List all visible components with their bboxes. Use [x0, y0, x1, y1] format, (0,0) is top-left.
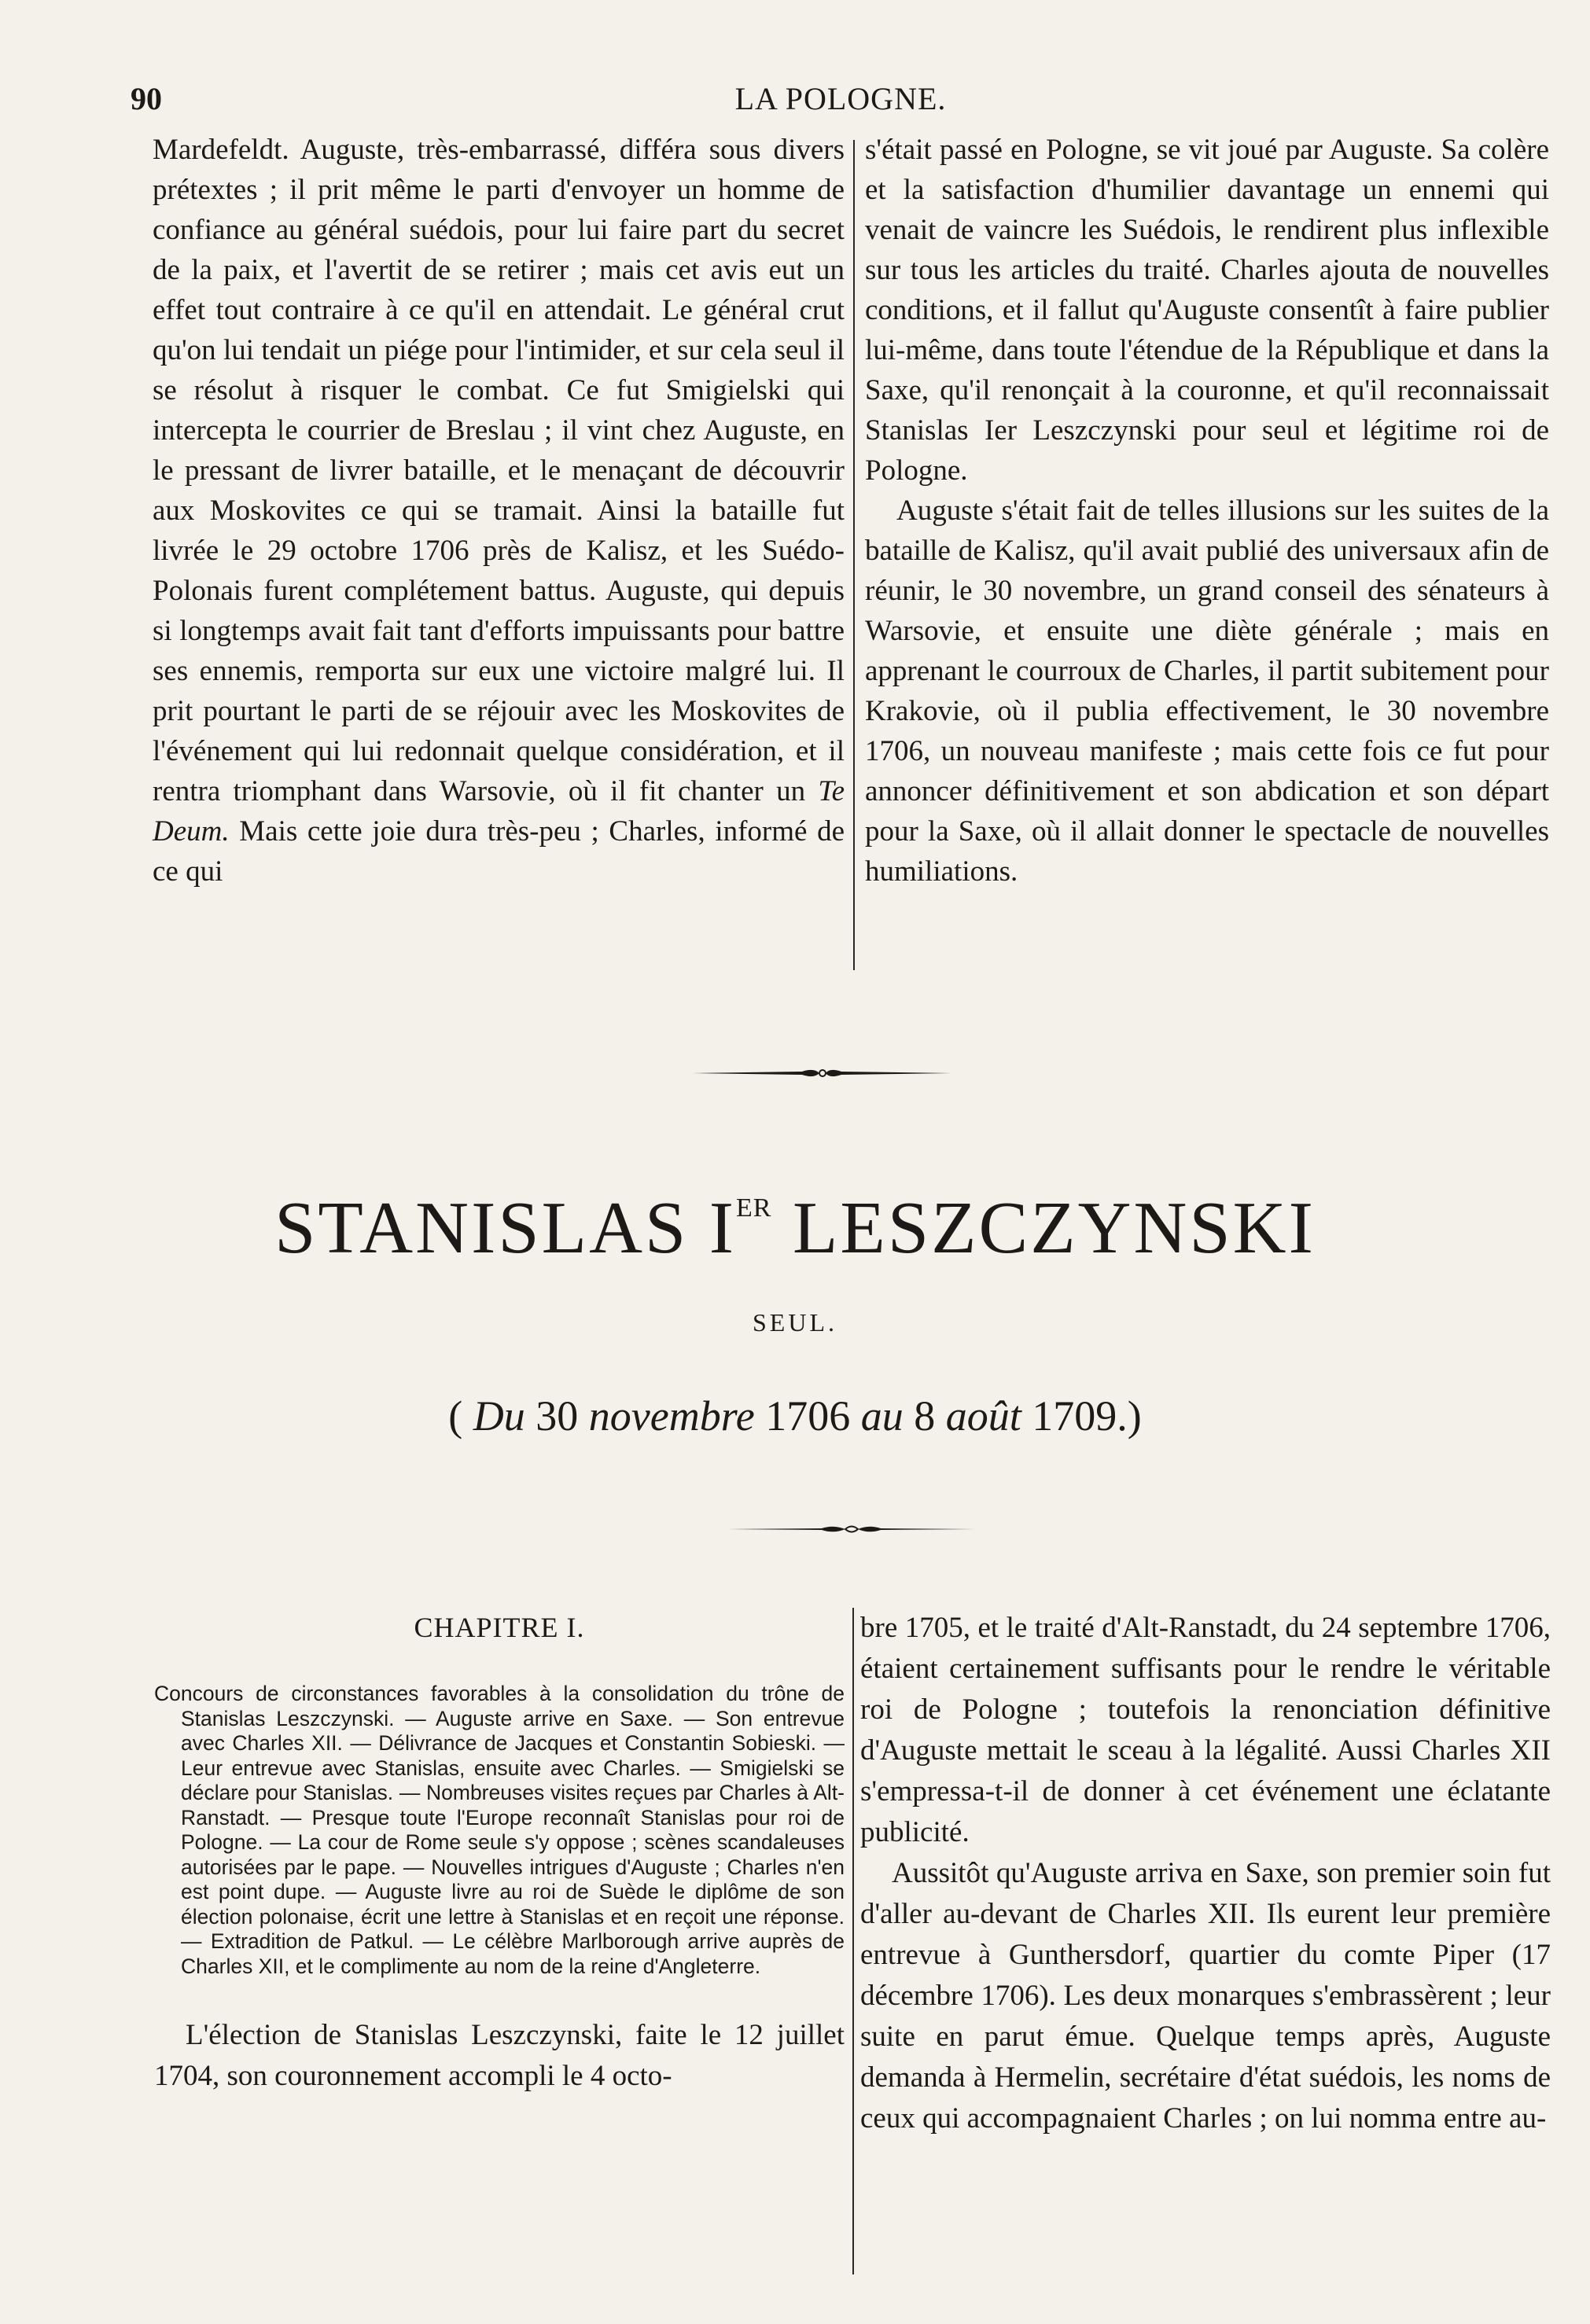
date-part: août	[945, 1392, 1021, 1440]
chapter-heading: CHAPITRE I.	[414, 1612, 585, 1643]
title-superscript: ER	[736, 1193, 772, 1223]
date-part: (	[448, 1392, 473, 1440]
reign-dates	[0, 1392, 1590, 1440]
section-title	[0, 1165, 1590, 1271]
paragraph: s'était passé en Pologne, se vit joué par Auguste. Sa colère et la satisfaction d'humilier davantage un ennemi qui venait de vaincre les Suédois, le rendirent plus inflexible sur tous les articles du traité. Charles ajouta de nouvelles conditions, et il fallut qu'Auguste consentît à faire publier lui-même, dans toute l'étendue de la République et dans la Saxe, qu'il renonçait à la couronne, et qu'il reconnaissait Stanislas Ier Leszczynski pour seul et légitime roi de Pologne.	[865, 134, 1549, 487]
title-text: LESZCZYNSKI	[771, 1187, 1316, 1269]
paragraph-text: Mais cette joie dura très-peu ; Charles, informé de ce qui	[153, 815, 845, 888]
paragraph-text: Mardefeldt. Auguste, très-embarrassé, différa sous divers prétextes ; il prit même le parti d'envoyer un homme de confiance au général suédois, pour lui faire part du secret de la paix, et l'avertit de se retirer ; mais cet avis eut un effet tout contraire à ce qu'il en attendait. Le général crut qu'on lui tendait un piége pour l'intimider, et sur cela seul il se résolut à risquer le combat. Ce fut Smigielski qui intercepta le courrier de Breslau ; il vint chez Auguste, en le pressant de livrer bataille, et le menaçant de découvrir aux Moskovites ce qui se tramait. Ainsi la bataille fut livrée le 29 octobre 1706 près de Kalisz, et les Suédo-Polonais furent complétement battus. Auguste, qui depuis si longtemps avait fait tant d'efforts impuissants pour battre ses ennemis, remporta sur eux une victoire malgré lui. Il prit pourtant le parti de se réjouir avec les Moskovites de l'événement qui lui redonnait quelque considération, et il rentra triomphant dans Warsovie, où il fit chanter un	[153, 134, 845, 807]
paragraph	[153, 130, 845, 892]
ornamental-rule-icon	[727, 1521, 975, 1538]
chapter-summary: Concours de circonstances favorables à la consolidation du trône de Stanislas Leszczynski. — Auguste arrive en Saxe. — Son entrevue avec Charles XII. — Délivrance de Jacques et Constantin Sobieski. — Leur entrevue avec Stanislas, ensuite avec Charles. — Smigielski se déclare pour Stanislas. — Nombreuses visites reçues par Charles à Alt-Ranstadt. — Presque toute l'Europe reconnaît Stanislas pour roi de Pologne. — La cour de Rome seule s'y oppose ; scènes scandaleuses autorisées par le pape. — Nouvelles intrigues d'Auguste ; Charles n'en est point dupe. — Auguste livre au roi de Suède le diplôme de son élection polonaise, écrit une lettre à Stanislas et en reçoit une réponse. — Extradition de Patkul. — Le célèbre Marlborough arrive auprès de Charles XII, et le complimente au nom de la reine d'Angleterre.	[154, 1682, 845, 1978]
paragraph: L'élection de Stanislas Leszczynski, faite le 12 juillet 1704, son couronnement accompli le 4 octo-	[154, 2019, 845, 2092]
date-part: 1706	[754, 1392, 861, 1440]
date-part: 30	[524, 1392, 589, 1440]
emphasis-text: Te Deum.	[153, 775, 845, 848]
date-part: novembre	[588, 1392, 755, 1440]
date-part: Du	[473, 1392, 525, 1440]
column-divider	[853, 140, 855, 970]
running-head	[131, 80, 1551, 127]
top-right-column	[865, 130, 1549, 979]
ornamental-rule-icon	[692, 1063, 951, 1083]
title-text: STANISLAS I	[274, 1187, 737, 1269]
section-subtitle: SEUL.	[753, 1308, 837, 1337]
column-divider	[852, 1608, 854, 2274]
paragraph: Aussitôt qu'Auguste arriva en Saxe, son premier soin fut d'aller au-devant de Charles XII. Ils eurent leur première entrevue à Gunthersdorf, quartier du comte Piper (17 décembre 1706). Les deux monarques s'embrassèrent ; leur suite en parut émue. Quelque temps après, Auguste demanda à Hermelin, secrétaire d'état suédois, les noms de ceux qui accompagnaient Charles ; on lui nomma entre au-	[860, 1857, 1551, 2135]
paragraph: bre 1705, et le traité d'Alt-Ranstadt, du 24 septembre 1706, étaient certainement suffisants pour le rendre le véritable roi de Pologne ; toutefois la renonciation définitive d'Auguste mettait le sceau à la légalité. Aussi Charles XII s'empressa-t-il de donner à cet événement une éclatante publicité.	[860, 1612, 1551, 1848]
top-left-column	[153, 130, 845, 979]
bottom-left-column	[154, 1608, 845, 2292]
running-title: LA POLOGNE.	[734, 81, 947, 116]
bottom-right-column	[860, 1608, 1551, 2292]
page-number: 90	[131, 81, 162, 116]
date-part: au	[860, 1392, 904, 1440]
date-part: 8	[903, 1392, 946, 1440]
paragraph: Auguste s'était fait de telles illusions sur les suites de la bataille de Kalisz, qu'il avait publié des universaux afin de réunir, le 30 novembre, un grand conseil des sénateurs à Warsovie, et ensuite une diète générale ; mais en apprenant le courroux de Charles, il partit subitement pour Krakovie, où il publia effectivement, le 30 novembre 1706, un nouveau manifeste ; mais cette fois ce fut pour annoncer définitivement et son abdication et son départ pour la Saxe, où il allait donner le spectacle de nouvelles humiliations.	[865, 495, 1549, 888]
date-part: 1709.)	[1021, 1392, 1142, 1440]
